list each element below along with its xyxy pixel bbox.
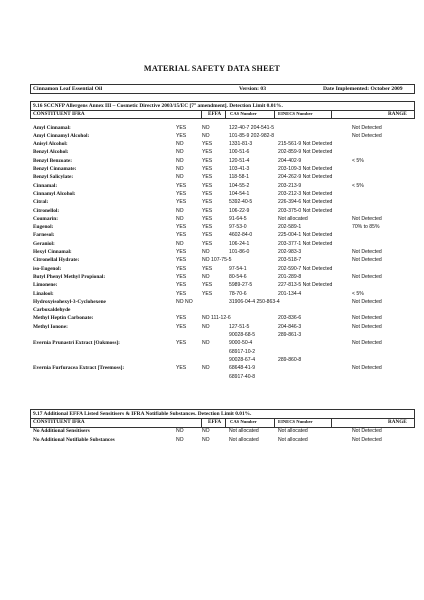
einecs-number: 202-590-7 Not Detected	[278, 265, 333, 272]
allergens-section	[30, 101, 415, 119]
einecs-number: 203-109-3 Not Detected	[278, 166, 333, 172]
col-effa: EFFA	[208, 110, 222, 117]
effa-value: YES	[202, 149, 213, 156]
range-value: Not Detected	[352, 436, 382, 443]
einecs-number: 226-394-6 Not Detected	[278, 199, 333, 206]
effa-value: NO	[202, 273, 210, 280]
cas-number: 106-24-1	[229, 240, 250, 247]
effa-value: YES	[202, 290, 213, 297]
ifra-value: YES	[176, 323, 187, 330]
constituent-name: Carboxaldehyde	[33, 307, 71, 314]
einecs-number: 225-004-1 Not Detected	[278, 232, 333, 239]
einecs-number: 202-983-3	[278, 249, 302, 255]
constituent-name: Benzyl Alcohol:	[33, 149, 69, 156]
constituent-name: Farnesol:	[33, 232, 55, 239]
constituent-name: Limonene:	[33, 282, 58, 289]
range-value: Not Detected	[352, 249, 382, 255]
einecs-number: 203-213-9	[278, 182, 302, 189]
range-value: < 5%	[352, 290, 364, 297]
effa-value: YES	[202, 157, 213, 164]
ifra-value: YES	[176, 365, 187, 372]
einecs-number: 227-813-5 Not Detected	[278, 282, 333, 289]
einecs-number: 289-860-8	[278, 356, 302, 363]
constituent-name: Evernia Prunastri Extract [Oakmoss]:	[33, 340, 120, 347]
cas-number: 68648-41-9	[229, 365, 256, 372]
cas-number: 120-51-4	[229, 157, 250, 164]
constituent-name: Geraniol:	[33, 240, 55, 247]
einecs-number: 204-262-9 Not Detected	[278, 174, 333, 181]
cas-number: 31906-04-4 250-863-4	[229, 298, 280, 305]
ifra-value: YES	[176, 132, 187, 139]
cas-number: 97-53-0	[229, 224, 247, 231]
constituent-name: Benzyl Benzoate:	[33, 157, 72, 164]
einecs-number: 204-846-3	[278, 323, 302, 330]
cas-number: 90028-68-5	[229, 332, 256, 338]
ifra-value: NO	[176, 157, 184, 164]
effa-value: YES	[202, 232, 213, 239]
effa-value: YES	[202, 199, 213, 206]
cas-number: 9000-50-4	[229, 340, 253, 347]
constituent-name: No Additional Notifiable Substances	[33, 436, 115, 443]
constituent-name: Evernia Furfuracea Extract [Treemoss]:	[33, 365, 125, 372]
effa-value: YES	[202, 141, 213, 148]
cas-number: 5392-40-5	[229, 199, 253, 206]
effa-value: NO 111-12-6	[202, 315, 231, 322]
col-cas: CAS Number	[230, 419, 257, 424]
cas-number: 80-54-6	[229, 273, 247, 280]
col-einecs: EINECS Number	[278, 111, 313, 116]
ifra-value: NO	[176, 174, 184, 181]
range-value: Not Detected	[352, 365, 382, 372]
col-effa: EFFA	[208, 418, 222, 425]
effa-value: NO	[202, 323, 210, 330]
range-value: Not Detected	[352, 257, 382, 264]
cas-number: 78-70-6	[229, 290, 247, 297]
effa-value: YES	[202, 182, 213, 189]
einecs-number: 201-289-8	[278, 273, 302, 280]
version-label: Version: 03	[239, 85, 266, 92]
effa-value: YES	[202, 224, 213, 231]
effa-value: NO	[202, 132, 210, 139]
ifra-value: YES	[176, 232, 187, 239]
effa-value: NO	[202, 340, 210, 347]
constituent-name: Benzyl Salicylate:	[33, 174, 74, 181]
cas-number: 5989-27-5	[229, 282, 253, 289]
effa-value: YES	[202, 240, 213, 247]
cas-number: 127-51-5	[229, 323, 250, 330]
ifra-value: YES	[176, 315, 187, 322]
einecs-number: 202-859-9 Not Detected	[278, 149, 333, 156]
allergens-section-title: 9.16 SCCNFP Allergens Annex III – Cosmetic Directive 2003/15/EC [7° amendment]. Detection Limit 0.01%.	[33, 102, 283, 109]
ifra-value: YES	[176, 249, 187, 255]
constituent-name: Amyl Cinnamal:	[33, 124, 71, 131]
cas-number: 106-22-9	[229, 207, 250, 214]
range-value: < 5%	[352, 157, 364, 164]
constituent-name: Methyl Heptin Carbonate:	[33, 315, 94, 322]
einecs-number: Not allocated	[278, 215, 308, 222]
cas-number: Not allocated	[229, 436, 259, 443]
range-value: Not Detected	[352, 315, 382, 322]
product-name: Cinnamon Leaf Essential Oil	[33, 85, 103, 92]
ifra-value: NO	[176, 428, 184, 434]
constituent-name: iso-Eugenol:	[33, 265, 62, 272]
effa-value: NO 107-75-5	[202, 257, 232, 264]
cas-number: 104-55-2	[229, 182, 250, 189]
constituent-name: Hexyl Cinnamal:	[33, 249, 72, 255]
constituent-name: Methyl Ionone:	[33, 323, 68, 330]
ifra-value: NO	[176, 149, 184, 156]
col-range: RANGE	[388, 418, 407, 425]
constituent-name: Cinnamal:	[33, 182, 58, 189]
cas-number: 100-51-6	[229, 149, 250, 156]
range-value: Not Detected	[352, 323, 382, 330]
effa-value: YES	[202, 215, 213, 222]
ifra-value: NO	[176, 436, 184, 443]
range-value: Not Detected	[352, 132, 382, 139]
col-range: RANGE	[388, 110, 407, 117]
ifra-value: YES	[176, 265, 187, 272]
range-value: Not Detected	[352, 124, 382, 131]
cas-number: 103-41-3	[229, 166, 250, 172]
effa-value: YES	[202, 166, 213, 172]
ifra-value: YES	[176, 257, 187, 264]
einecs-number: 203-375-0 Not Detected	[278, 207, 333, 214]
einecs-number: 215-561-9 Not Detected	[278, 141, 333, 148]
cas-number: 68917-40-8	[229, 373, 256, 380]
cas-number: 118-58-1	[229, 174, 250, 181]
document-title: MATERIAL SAFETY DATA SHEET	[143, 64, 281, 73]
constituent-name: Benzyl Cinnamate:	[33, 166, 77, 172]
effa-value: YES	[202, 282, 213, 289]
effa-value: NO	[202, 428, 210, 434]
ifra-value: NO	[176, 166, 184, 172]
constituent-name: Hydroxyisohexyl-3-Cyclohexene	[33, 298, 106, 305]
col-constituent-ifra: CONSTITUENT IFRA	[33, 110, 85, 117]
cas-number: 104-54-1	[229, 190, 250, 197]
col-einecs: EINECS Number	[278, 419, 313, 424]
effa-value: NO	[202, 436, 210, 443]
einecs-number: 201-134-4	[278, 290, 302, 297]
effa-value: NO	[202, 124, 210, 131]
einecs-number: 203-377-1 Not Detected	[278, 240, 333, 247]
einecs-number: 203-836-6	[278, 315, 302, 322]
effa-value: YES	[202, 174, 213, 181]
einecs-number: 203-518-7	[278, 257, 302, 264]
einecs-number: 203-212-3 Not Detected	[278, 190, 333, 197]
range-value: Not Detected	[352, 273, 382, 280]
cas-number: 68917-10-2	[229, 348, 256, 355]
cas-number: 4602-84-0	[229, 232, 253, 239]
einecs-number: Not allocated	[278, 428, 308, 434]
range-value: Not Detected	[352, 298, 382, 305]
cas-number: 90028-67-4	[229, 356, 256, 363]
effa-value: YES	[202, 265, 213, 272]
date-implemented: Date Implemented: October 2009	[323, 85, 403, 92]
einecs-number: 202-589-1	[278, 224, 302, 231]
cas-number: 1331-81-3	[229, 141, 253, 148]
ifra-value: YES	[176, 290, 187, 297]
range-value: Not Detected	[352, 215, 382, 222]
ifra-value: NO	[176, 240, 184, 247]
ifra-value: YES	[176, 282, 187, 289]
constituent-name: Eugenol:	[33, 224, 54, 231]
constituent-name: Citronellol:	[33, 207, 60, 214]
constituent-name: Butyl Phenyl Methyl Propional:	[33, 273, 106, 280]
cas-number: Not allocated	[229, 428, 259, 434]
range-value: Not Detected	[352, 428, 382, 434]
effa-value: YES	[202, 190, 213, 197]
effa-value: NO	[202, 249, 210, 255]
ifra-value: YES	[176, 199, 187, 206]
constituent-name: Amyl Cinnamyl Alcohol:	[33, 132, 90, 139]
effa-value: YES	[202, 207, 213, 214]
range-value: Not Detected	[352, 340, 382, 347]
ifra-value: NO	[176, 141, 184, 148]
sensitisers-section	[30, 409, 415, 428]
ifra-value: NO NO	[176, 298, 193, 305]
constituent-name: Citral:	[33, 199, 49, 206]
ifra-value: YES	[176, 182, 187, 189]
document-header-bar	[30, 84, 415, 94]
range-value: < 5%	[352, 182, 364, 189]
ifra-value: NO	[176, 207, 184, 214]
constituent-name: Coumarin:	[33, 215, 59, 222]
einecs-number: 204-402-9	[278, 157, 302, 164]
cas-number: 101-86-0	[229, 249, 250, 255]
range-value: 70% to 85%	[352, 224, 380, 231]
constituent-name: Linalool:	[33, 290, 54, 297]
cas-number: 97-54-1	[229, 265, 247, 272]
cas-number: 122-40-7 204-541-5	[229, 124, 275, 131]
einecs-number: 289-861-3	[278, 332, 302, 338]
constituent-name: Citronellal Hydrate:	[33, 257, 80, 264]
constituent-name: Cinnamyl Alcohol:	[33, 190, 76, 197]
sensitisers-section-title: 9.17 Additional EFFA Listed Sensitisers & IFRA Notifiable Substances. Detection Limit 0.01%.	[33, 410, 252, 417]
ifra-value: YES	[176, 124, 187, 131]
ifra-value: NO	[176, 215, 184, 222]
ifra-value: YES	[176, 224, 187, 231]
constituent-name: No Additional Sensitisers	[33, 428, 90, 434]
ifra-value: YES	[176, 340, 187, 347]
ifra-value: YES	[176, 190, 187, 197]
col-cas: CAS Number	[230, 111, 257, 116]
effa-value: NO	[202, 365, 210, 372]
constituent-name: Anisyl Alcohol:	[33, 141, 68, 148]
cas-number: 91-64-5	[229, 215, 247, 222]
cas-number: 101-85-9 202-982-8	[229, 132, 275, 139]
ifra-value: YES	[176, 273, 187, 280]
einecs-number: Not allocated	[278, 436, 308, 443]
col-constituent-ifra: CONSTITUENT IFRA	[33, 418, 85, 425]
